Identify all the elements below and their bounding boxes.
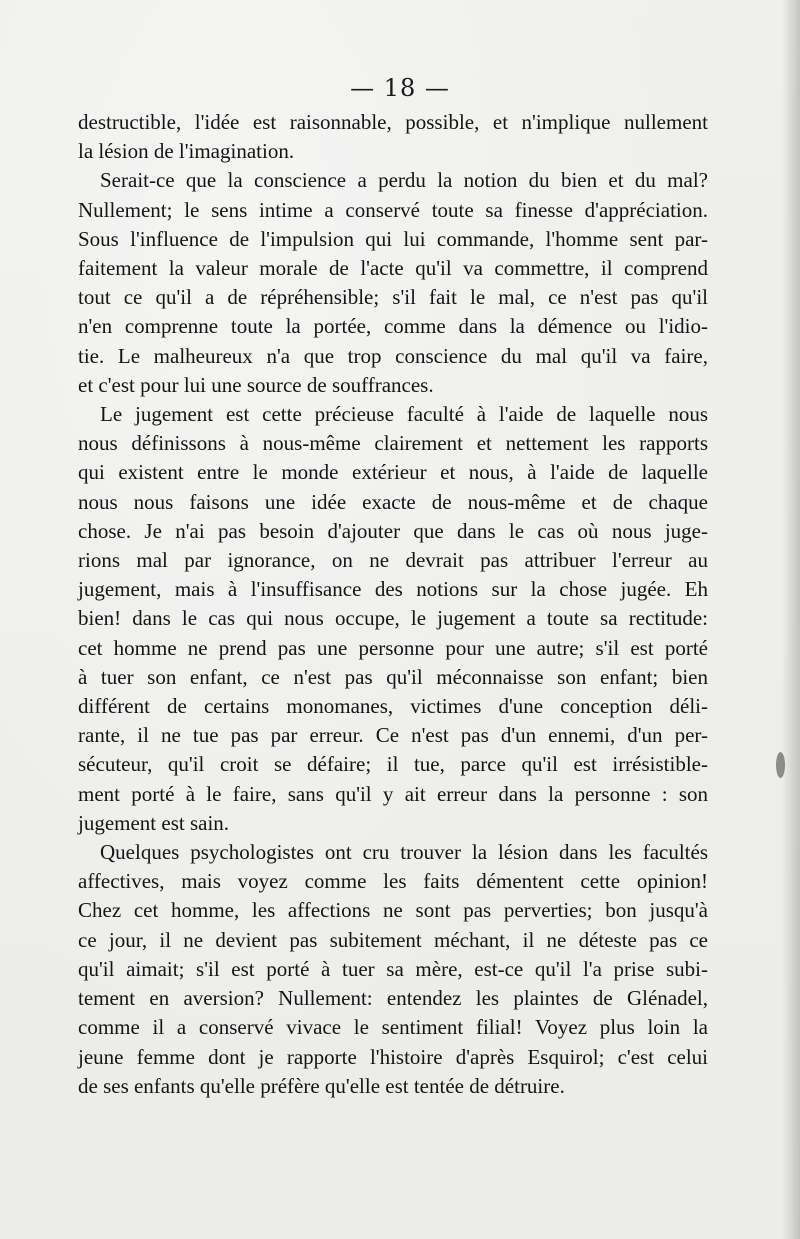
text-line: nous nous faisons une idée exacte de nous-même et de chaque <box>78 489 708 514</box>
text-line: Chez cet homme, les affections ne sont pas perverties; bon jusqu'à <box>78 898 708 923</box>
text-line: Le jugement est cette précieuse faculté à l'aide de laquelle nous <box>100 402 708 427</box>
text-line: différent de certains monomanes, victimes d'une conception déli- <box>78 694 708 719</box>
page-number: — 18 — <box>350 74 450 102</box>
text-line: jugement est sain. <box>78 810 230 835</box>
text-line: ce jour, il ne devient pas subitement méchant, il ne déteste pas ce <box>78 927 708 952</box>
page-edge-shadow <box>782 0 800 1239</box>
text-line: ment porté à le faire, sans qu'il y ait erreur dans la personne : son <box>78 781 708 806</box>
text-line: de ses enfants qu'elle préfère qu'elle est tentée de détruire. <box>78 1073 565 1098</box>
text-line: qu'il aimait; s'il est porté à tuer sa mère, est-ce qu'il l'a prise subi- <box>78 956 708 981</box>
ink-spot <box>776 752 785 778</box>
text-line: n'en comprenne toute la portée, comme dans la démence ou l'idio- <box>78 314 708 339</box>
text-line: à tuer son enfant, ce n'est pas qu'il méconnaisse son enfant; bien <box>78 664 708 689</box>
text-line: faitement la valeur morale de l'acte qu'il va commettre, il comprend <box>78 256 708 281</box>
text-line: tout ce qu'il a de répréhensible; s'il fait le mal, ce n'est pas qu'il <box>78 285 708 310</box>
text-line: nous définissons à nous-même clairement et nettement les rapports <box>78 431 708 456</box>
text-line: et c'est pour lui une source de souffrances. <box>78 372 434 397</box>
text-line: destructible, l'idée est raisonnable, possible, et n'implique nullement <box>78 110 708 134</box>
text-line: chose. Je n'ai pas besoin d'ajouter que dans le cas où nous juge- <box>78 518 708 543</box>
text-line: bien! dans le cas qui nous occupe, le jugement a toute sa rectitude: <box>78 606 708 631</box>
text-line: qui existent entre le monde extérieur et nous, à l'aide de laquelle <box>78 460 708 485</box>
text-line: la lésion de l'imagination. <box>78 139 295 164</box>
body-text <box>78 108 708 1101</box>
text-line: Nullement; le sens intime a conservé toute sa finesse d'appréciation. <box>78 197 708 222</box>
text-line: tement en aversion? Nullement: entendez les plaintes de Glénadel, <box>78 986 708 1011</box>
text-line: jeune femme dont je rapporte l'histoire d'après Esquirol; c'est celui <box>78 1044 708 1069</box>
text-line: rante, il ne tue pas par erreur. Ce n'est pas d'un ennemi, d'un per- <box>78 723 708 748</box>
text-line: Sous l'influence de l'impulsion qui lui commande, l'homme sent par- <box>78 226 708 251</box>
text-line: cet homme ne prend pas une personne pour une autre; s'il est porté <box>78 635 708 660</box>
text-line: affectives, mais voyez comme les faits démentent cette opinion! <box>78 869 708 894</box>
text-line: Serait-ce que la conscience a perdu la notion du bien et du mal? <box>100 168 708 193</box>
text-line: Quelques psychologistes ont cru trouver la lésion dans les facultés <box>100 840 708 865</box>
text-line: rions mal par ignorance, on ne devrait pas attribuer l'erreur au <box>78 548 708 573</box>
text-line: sécuteur, qu'il croit se défaire; il tue, parce qu'il est irrésistible- <box>78 752 708 777</box>
text-line: comme il a conservé vivace le sentiment filial! Voyez plus loin la <box>78 1015 708 1040</box>
text-line: tie. Le malheureux n'a que trop conscience du mal qu'il va faire, <box>78 343 708 368</box>
text-line: jugement, mais à l'insuffisance des notions sur la chose jugée. Eh <box>78 577 708 602</box>
